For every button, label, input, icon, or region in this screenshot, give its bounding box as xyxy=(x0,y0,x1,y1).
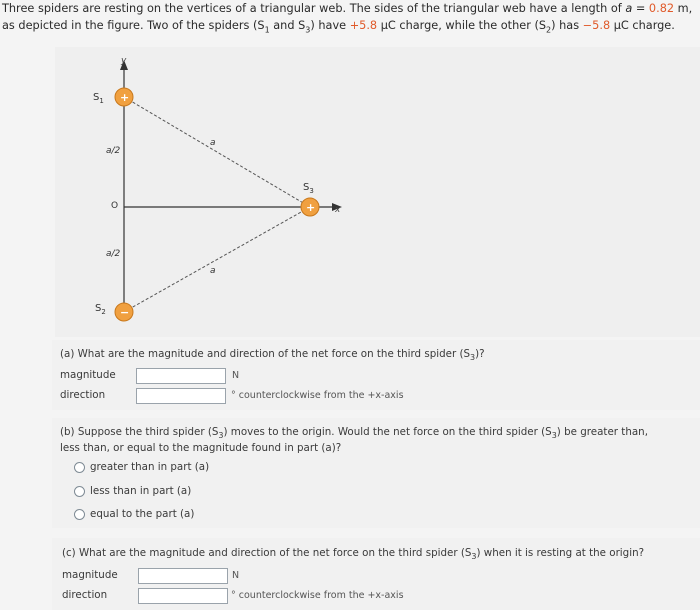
part-c-direction-unit: ° counterclockwise from the +x-axis xyxy=(231,590,404,601)
question-text: ) when it is resting at the origin? xyxy=(476,547,645,559)
sub-3: 3 xyxy=(551,431,557,441)
option-less[interactable] xyxy=(74,485,191,497)
equals: = xyxy=(632,2,649,15)
positive-charge-value: +5.8 xyxy=(349,19,378,32)
sub-2: 2 xyxy=(546,25,552,35)
side-a-bottom-label: a xyxy=(210,266,216,276)
radio-icon[interactable] xyxy=(74,509,85,520)
part-a-direction-label: direction xyxy=(60,389,106,401)
sub-3: 3 xyxy=(305,25,311,35)
problem-text: µC charge, while the other (S xyxy=(377,19,547,32)
sub-3: 3 xyxy=(218,431,224,441)
negative-charge-value: −5.8 xyxy=(582,19,611,32)
part-a-magnitude-label: magnitude xyxy=(60,369,116,381)
option-label: less than in part (a) xyxy=(90,485,192,497)
question-text: ) be greater than, xyxy=(556,426,648,438)
side-s1-s3 xyxy=(124,97,310,207)
part-b-question xyxy=(60,424,690,456)
plus-icon: + xyxy=(306,201,316,214)
a-unit: m, xyxy=(674,2,693,15)
option-label: greater than in part (a) xyxy=(90,461,210,473)
side-a-top-label: a xyxy=(210,138,216,148)
part-c-question xyxy=(62,545,644,561)
plus-icon: + xyxy=(120,91,130,104)
option-greater[interactable] xyxy=(74,461,209,473)
s1-label: $S_1$ xyxy=(93,92,104,105)
origin-label: O xyxy=(111,201,119,211)
problem-text: Three spiders are resting on the vertices of a triangular web. The sides of the triangular web have a length of xyxy=(2,2,626,15)
y-axis-label: y xyxy=(121,56,127,66)
x-axis-label: x xyxy=(335,205,341,215)
sub-3: 3 xyxy=(471,552,477,562)
radio-icon[interactable] xyxy=(74,486,85,497)
part-c-direction-label: direction xyxy=(62,589,108,601)
question-text: (b) Suppose the third spider (S xyxy=(60,426,219,438)
side-s2-s3 xyxy=(124,207,310,312)
s2-label: $S_2$ xyxy=(95,303,106,316)
sub-3: 3 xyxy=(470,353,476,363)
problem-text: ) has xyxy=(551,19,583,32)
part-c-direction-input[interactable] xyxy=(138,588,228,604)
option-label: equal to the part (a) xyxy=(90,508,195,520)
question-text: less than, or equal to the magnitude found in part (a)? xyxy=(60,442,342,454)
question-text: (c) What are the magnitude and direction of the net force on the third spider (S xyxy=(62,547,472,559)
a-variable: a xyxy=(625,2,633,15)
minus-icon: − xyxy=(120,306,130,319)
question-text: ) moves to the origin. Would the net force on the third spider (S xyxy=(223,426,552,438)
s3-label: $S_3$ xyxy=(303,182,314,195)
part-a-direction-unit: ° counterclockwise from the +x-axis xyxy=(231,390,404,401)
half-a-top-label: a/2 xyxy=(106,146,121,156)
part-c-magnitude-input[interactable] xyxy=(138,568,228,584)
a-value: 0.82 xyxy=(648,2,675,15)
problem-text: and S xyxy=(269,19,306,32)
problem-text: µC charge. xyxy=(610,19,675,32)
sub-1: 1 xyxy=(264,25,270,35)
part-a-question xyxy=(60,346,485,362)
part-a-direction-input[interactable] xyxy=(136,388,226,404)
problem-text: ) have xyxy=(310,19,350,32)
half-a-bottom-label: a/2 xyxy=(106,249,121,259)
part-c-unit-n: N xyxy=(232,570,240,581)
part-c-magnitude-label: magnitude xyxy=(62,569,118,581)
radio-icon[interactable] xyxy=(74,462,85,473)
part-a-magnitude-input[interactable] xyxy=(136,368,226,384)
question-text: (a) What are the magnitude and direction of the net force on the third spider (S xyxy=(60,348,471,360)
option-equal[interactable] xyxy=(74,508,194,520)
part-a-unit-n: N xyxy=(232,370,240,381)
question-text: )? xyxy=(475,348,485,360)
problem-text: as depicted in the figure. Two of the spiders (S xyxy=(2,19,265,32)
